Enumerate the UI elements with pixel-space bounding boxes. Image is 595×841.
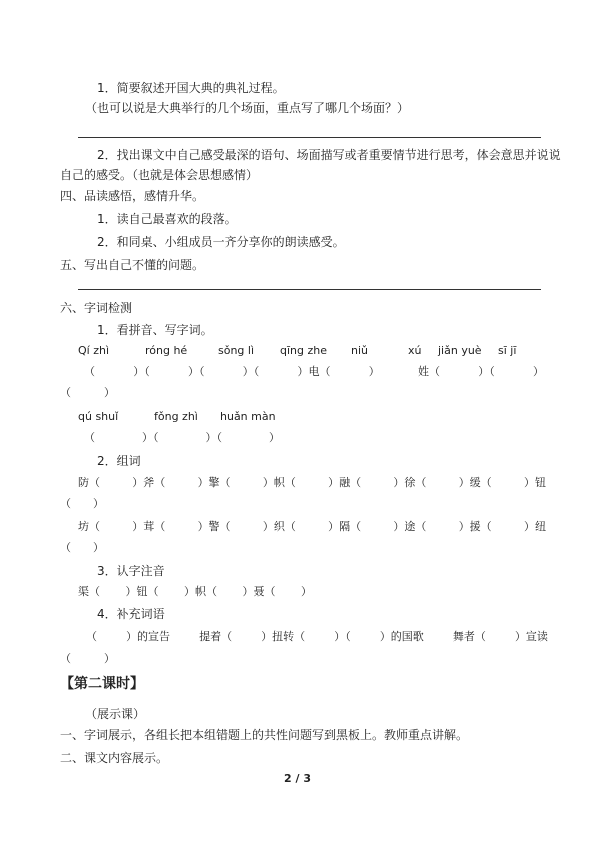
zuci-cell: ）援（ [458,520,492,533]
zuci-cell: ）茸（ [132,520,166,533]
blank-row [84,364,544,380]
blank-segment: 姓（ [418,365,440,378]
q2-line2: 自己的感受。（也就是体会思想感情） [60,168,259,182]
pinyin-item: qīng zhe [280,344,328,357]
section6-sub4: 4．补充词语 [97,607,165,621]
answer-line [78,137,541,138]
pinyin-item: jiǎn yuè [438,344,482,357]
buchong-cell: 提着（ [199,630,233,643]
blank-segment: ）（ [142,431,159,444]
page-number: 2 / 3 [284,772,311,785]
pinyin-item: qú shuǐ [78,410,119,423]
pinyin-item: niǔ [351,344,368,357]
section4-item2: 2．和同桌、小组成员一齐分享你的朗读感受。 [97,235,345,249]
section6-sub3: 3．认字注音 [97,564,165,578]
q1-text: 1．简要叙述开国大典的典礼过程。 [97,81,285,95]
section4-item1: 1．读自己最喜欢的段落。 [97,212,237,226]
blank-row-wrap: （ ） [60,386,115,399]
zuci-row [78,475,546,491]
section5-heading: 五、写出自己不懂的问题。 [60,258,205,272]
zuci-cell: ）途（ [393,520,427,533]
q2-line1: 2．找出课文中自己感受最深的语句、场面描写或者重要情节进行思考，体会意思并说说 [97,148,561,162]
blank-segment: （ [84,365,95,378]
zhuyin-cell: ）聂（ [242,585,276,598]
zuci-row-wrap: （ ） [60,541,104,554]
zuci-cell: ）擎（ [197,476,231,489]
blank-segment: ）（ [188,365,205,378]
buchong-cell: 舞者（ [452,630,486,643]
blank-segment: （ [84,431,95,444]
buchong-row-wrap: （ ） [60,652,115,665]
blank-segment: ） [533,365,544,378]
zuci-cell: 坊（ [78,520,100,533]
zuci-row [78,519,546,535]
buchong-cell: ）扭转（ [261,630,306,643]
zhuyin-cell: ）钮（ [125,585,159,598]
zuci-cell: ）织（ [262,520,296,533]
pinyin-item: fǒng zhì [154,410,198,423]
buchong-cell: ）的宣告 [126,630,171,643]
lesson2-item2: 二、课文内容展示。 [60,751,169,765]
zhuyin-row [78,584,312,600]
blank-segment: ）（ [133,365,150,378]
buchong-cell: ）宣读 [514,630,548,643]
zuci-cell: ）隔（ [328,520,362,533]
blank-segment: ）电（ [297,365,331,378]
section6-heading: 六、字词检测 [60,301,133,315]
section4-heading: 四、品读感悟，感情升华。 [60,189,205,203]
pinyin-item: huǎn màn [220,410,276,423]
blank-segment: ）（ [242,365,260,378]
blank-segment: ）（ [205,431,222,444]
lesson2-type: （展示课） [85,707,146,721]
blank-segment: ） [269,431,280,444]
pinyin-item: Qí zhì [78,344,110,357]
section6-sub1: 1．看拼音、写字词。 [97,323,213,337]
lesson2-item1: 一、字词展示，各组长把本组错题上的共性问题写到黑板上。教师重点讲解。 [60,728,469,742]
zhuyin-cell: 渠（ [78,585,100,598]
pinyin-item: xú [408,344,422,357]
answer-line [78,289,541,290]
buchong-cell: ）的国歌 [379,630,424,643]
zuci-cell: ）钮 [523,476,546,489]
lesson2-title: 【第二课时】 [60,676,144,692]
section6-sub2: 2．组词 [97,454,141,468]
pinyin-item: sǒng lì [218,344,255,357]
blank-segment: ） [368,365,380,378]
zuci-cell: ）缓（ [458,476,492,489]
zuci-cell: ）帜（ [262,476,296,489]
zuci-cell: ）警（ [197,520,231,533]
zuci-cell: ）纽 [523,520,546,533]
buchong-cell: （ [86,630,97,643]
pinyin-item: sī jī [498,344,517,357]
zuci-cell: ）斧（ [132,476,166,489]
zhuyin-cell: ）帜（ [184,585,217,598]
zuci-cell: ）徐（ [393,476,427,489]
blank-segment: ）（ [478,365,495,378]
zhuyin-cell: ） [301,585,312,598]
zuci-row-wrap: （ ） [60,497,104,510]
buchong-row [86,629,548,645]
pinyin-item: róng hé [145,344,188,357]
zuci-cell: 防（ [78,476,100,489]
blank-row [84,430,280,446]
q1-hint: （也可以说是大典举行的几个场面，重点写了哪几个场面？） [85,101,410,115]
buchong-cell: ）（ [334,630,351,643]
zuci-cell: ）融（ [328,476,362,489]
